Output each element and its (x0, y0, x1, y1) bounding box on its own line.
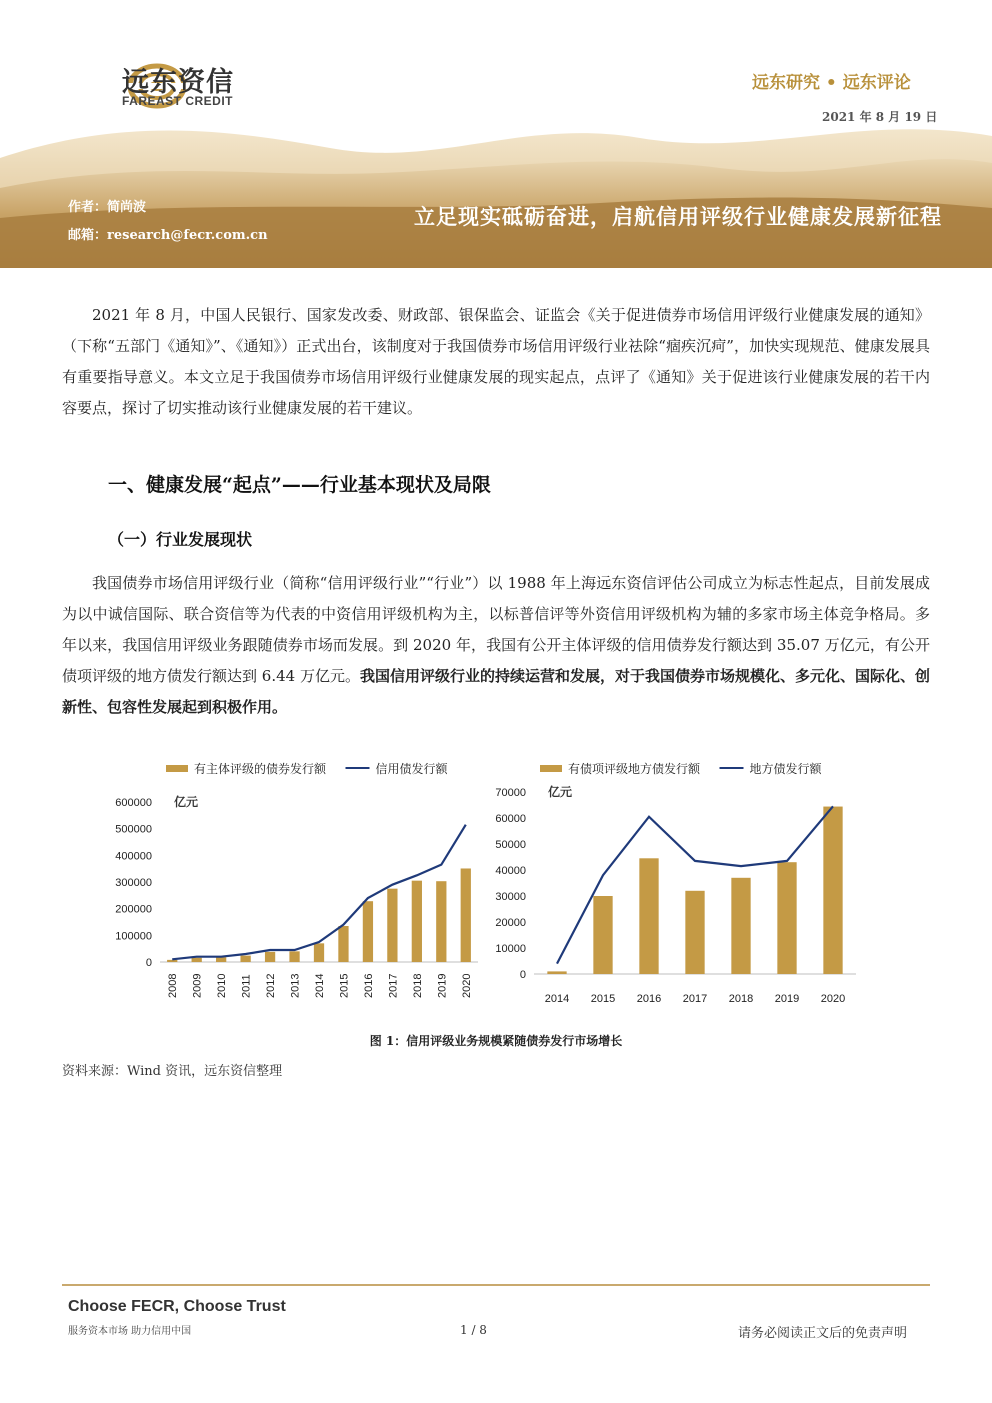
x-tick-label: 2011 (240, 974, 253, 998)
y-tick-label: 100000 (115, 930, 152, 943)
footer-divider (62, 1284, 930, 1286)
bar-2009 (192, 958, 202, 962)
bar-2019 (436, 881, 446, 962)
bar-2010 (216, 957, 226, 962)
bar-2020 (823, 807, 842, 974)
report-series: 远东研究 • 远东评论 (752, 73, 911, 93)
body-paragraph-text: 我国债券市场信用评级行业（简称“信用评级行业”“行业”）以 1988 年上海远东资信评估公司成立为标志性起点，目前发展成为以中诚信国际、联合资信等为代表的中资信用评级机构为主，以标普信评等外资信用评级机构为辅的多家市场主体竞争格局。多年以来，我国信用评级业务跟随债券市场而发展。到 2020 年，我国有公开主体评级的信用债券发行额达到 35.07 万亿元，有公开债项评级的地方债发行额达到 6.44 万亿元。 (62, 574, 930, 685)
page-number: 1 / 8 (460, 1323, 487, 1337)
article-title: 立足现实砥砺奋进，启航信用评级行业健康发展新征程 (414, 204, 942, 229)
x-tick-label: 2020 (820, 993, 846, 1005)
x-tick-label: 2016 (636, 993, 662, 1005)
y-tick-label: 50000 (495, 839, 526, 851)
x-tick-label: 2012 (265, 973, 278, 998)
bar-2020 (461, 868, 471, 962)
bar-2015 (338, 926, 348, 962)
body-paragraph (62, 568, 930, 723)
y-tick-label: 0 (145, 957, 152, 969)
intro-paragraph: 2021 年 8 月，中国人民银行、国家发改委、财政部、银保监会、证监会《关于促进债券市场信用评级行业健康发展的通知》（下称“五部门《通知》”、《通知》）正式出台，该制度对于我国债券市场信用评级行业祛除“痼疾沉疴”，加快实现规范、健康发展具有重要指导意义。本文立足于我国债券市场信用评级行业健康发展的现实起点，点评了《通知》关于促进该行业健康发展的若干内容要点，探讨了切实推动该行业健康发展的若干建议。 (62, 306, 930, 417)
x-tick-label: 2018 (411, 973, 424, 998)
subsection-heading: （一）行业发展现状 (108, 530, 253, 549)
bar-2019 (777, 862, 796, 974)
footer-slogan-cn: 服务资本市场 助力信用中国 (68, 1326, 192, 1337)
author: 作者：简尚波 (68, 200, 147, 215)
x-tick-label: 2014 (314, 973, 326, 998)
x-tick-label: 2017 (682, 993, 708, 1005)
bar-2008 (167, 960, 177, 962)
bar-2017 (685, 891, 704, 974)
x-tick-label: 2019 (774, 993, 800, 1005)
bar-2014 (547, 971, 566, 974)
y-tick-label: 500000 (115, 823, 152, 836)
x-tick-label: 2015 (338, 973, 351, 998)
author-email: 邮箱：research@fecr.com.cn (68, 228, 268, 243)
y-tick-label: 60000 (495, 813, 526, 825)
bar-2015 (593, 896, 612, 974)
brand-name-en: FAREAST CREDIT (122, 94, 234, 108)
x-tick-label: 2016 (362, 973, 375, 998)
report-date: 2021 年 8 月 19 日 (822, 110, 938, 124)
figure-caption: 图 1：信用评级业务规模紧随债券发行市场增长 (369, 1034, 623, 1048)
y-tick-label: 200000 (115, 903, 152, 916)
y-tick-label: 10000 (495, 943, 526, 955)
legend-bar-label: 有债项评级地方债发行额 (568, 762, 701, 776)
bar-2017 (387, 889, 397, 962)
y-tick-label: 20000 (495, 917, 526, 929)
bar-2012 (265, 952, 275, 962)
bar-2011 (240, 956, 250, 962)
y-tick-label: 70000 (495, 787, 526, 799)
bar-2013 (289, 951, 299, 962)
bar-2016 (363, 901, 373, 962)
y-tick-label: 400000 (115, 850, 152, 863)
legend-bar-label: 有主体评级的债券发行额 (194, 762, 327, 776)
body-paragraph-emphasis: 我国信用评级行业的持续运营和发展，对于我国债券市场规模化、多元化、国际化、创新性、包容性发展起到积极作用。 (62, 667, 930, 716)
unit-label: 亿元 (548, 785, 573, 799)
chart-credit-bond-issuance (100, 752, 480, 1022)
data-source: 资料来源：Wind 资讯，远东资信整理 (62, 1064, 283, 1079)
unit-label: 亿元 (174, 795, 199, 809)
x-tick-label: 2015 (590, 993, 616, 1005)
x-tick-label: 2017 (387, 973, 400, 998)
x-tick-label: 2018 (728, 993, 754, 1005)
footer-slogan-en: Choose FECR, Choose Trust (68, 1298, 286, 1315)
x-tick-label: 2020 (460, 973, 473, 998)
x-tick-label: 2013 (289, 973, 302, 998)
brand-name-cn: 远东资信 (122, 67, 234, 98)
y-tick-label: 30000 (495, 891, 526, 903)
footer-disclaimer: 请务必阅读正文后的免责声明 (738, 1326, 908, 1341)
legend-line-label: 地方债发行额 (749, 762, 822, 776)
y-tick-label: 0 (519, 969, 526, 981)
y-tick-label: 40000 (495, 865, 526, 877)
legend-bar-swatch (166, 765, 188, 772)
bar-2014 (314, 943, 324, 962)
legend-line-label: 信用债发行额 (375, 762, 448, 776)
legend-bar-swatch (540, 765, 562, 772)
header-banner (0, 118, 992, 268)
chart-local-bond-issuance (478, 752, 858, 1022)
x-tick-label: 2009 (191, 973, 204, 998)
bar-2016 (639, 858, 658, 974)
x-tick-label: 2010 (216, 973, 229, 998)
bar-2018 (412, 881, 422, 962)
x-tick-label: 2008 (167, 973, 180, 998)
bar-2018 (731, 878, 750, 974)
section-heading: 一、健康发展“起点”——行业基本现状及局限 (108, 474, 491, 496)
x-tick-label: 2019 (436, 973, 449, 998)
x-tick-label: 2014 (544, 993, 570, 1005)
y-tick-label: 300000 (115, 877, 152, 889)
y-tick-label: 600000 (115, 797, 152, 809)
